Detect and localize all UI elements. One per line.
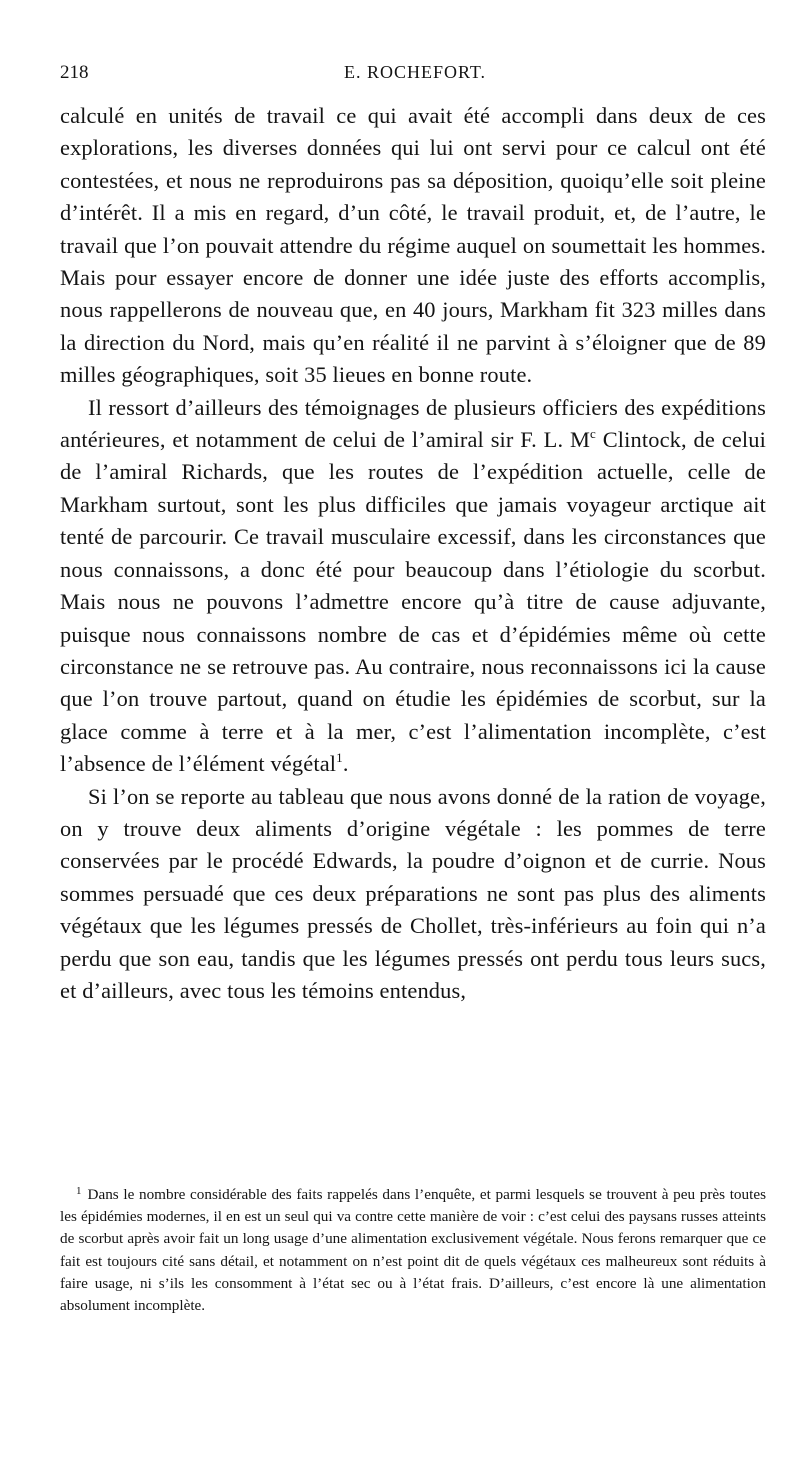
paragraph-2-end: . [342, 751, 349, 777]
paragraph-2 [60, 392, 766, 781]
footnote-1 [60, 1184, 766, 1317]
footnote-marker: 1 [76, 1185, 82, 1197]
footnote-reference[interactable]: 1 [336, 750, 343, 766]
paragraph-2-text-b: Clintock, de celui de l’amiral Richards, que les routes de l’expédition actuelle, celle de Markham surtout, sont les plus difficiles que jamais voyageur arctique ait tenté de parcourir. Ce travail musculaire excessif, dans les circonstances que nous connaissons, a donc été pour beaucoup dans l’étiologie du scorbut. Mais nous ne pouvons l’admettre encore qu’à titre de cause adjuvante, puisque nous connaissons nombre de cas et d’épidémies même où cette circonstance ne se retrouve pas. Au contraire, nous reconnaissons ici la cause que l’on trouve partout, quand on étudie les épidémies de scorbut, sur la glace comme à terre et à la mer, c’est l’alimentation incomplète, c’est l’absence de l’élément végétal [60, 427, 766, 777]
footnote-text: Dans le nombre considérable des faits rappelés dans l’enquête, et parmi lesquels se trouvent à peu près toutes les épidémies modernes, il en est un seul qui va contre cette manière de voir : c’est celui des paysans russes atteints de scorbut après avoir fait un long usage d’une alimentation exclusivement végétale. Nous ferons remarquer que ce fait est toujours cité sans détail, et notamment on n’est point dit de quels végétaux ces malheureux sont réduits à faire usage, ni s’ils les consomment à l’état sec ou à l’état frais. D’ailleurs, c’est encore là une alimentation absolument incomplète. [60, 1186, 766, 1315]
paragraph-2-text-a: Il ressort d’ailleurs des témoignages de plusieurs officiers des expéditions antérieures, et notamment de celui de l’amiral sir F. L. M [60, 394, 766, 453]
paragraph-3: Si l’on se reporte au tableau que nous avons donné de la ration de voyage, on y trouve deux aliments d’origine végétale : les pommes de terre conservées par le procédé Edwards, la poudre d’oignon et de currie. Nous sommes persuadé que ces deux préparations ne sont pas plus des aliments végétaux que les légumes pressés de Chollet, très-inférieurs au foin qui n’a perdu que son eau, tandis que les légumes pressés ont perdu tous leurs sucs, et d’ailleurs, avec tous les témoins entendus, [60, 783, 766, 1003]
page-number: 218 [60, 62, 89, 83]
page-header [60, 62, 770, 88]
paragraph-1: calculé en unités de travail ce qui avait été accompli dans deux de ces explorations, les diverses données qui lui ont servi pour ce calcul ont été contestées, et nous ne reproduirons pas sa déposition, quoiqu’elle soit pleine d’intérêt. Il a mis en regard, d’un côté, le travail produit, et, de l’autre, le travail que l’on pouvait attendre du régime auquel on soumettait les hommes. Mais pour essayer encore de donner une idée juste des efforts accomplis, nous rappellerons de nouveau que, en 40 jours, Markham fit 323 milles dans la direction du Nord, mais qu’en réalité il ne parvint à s’éloigner que de 89 milles géographiques, soit 35 lieues en bonne route. [60, 103, 766, 388]
footnote-area [60, 1184, 766, 1317]
running-head: E. ROCHEFORT. [343, 62, 487, 82]
main-text [60, 100, 766, 1007]
superscript-c: c [590, 426, 596, 442]
